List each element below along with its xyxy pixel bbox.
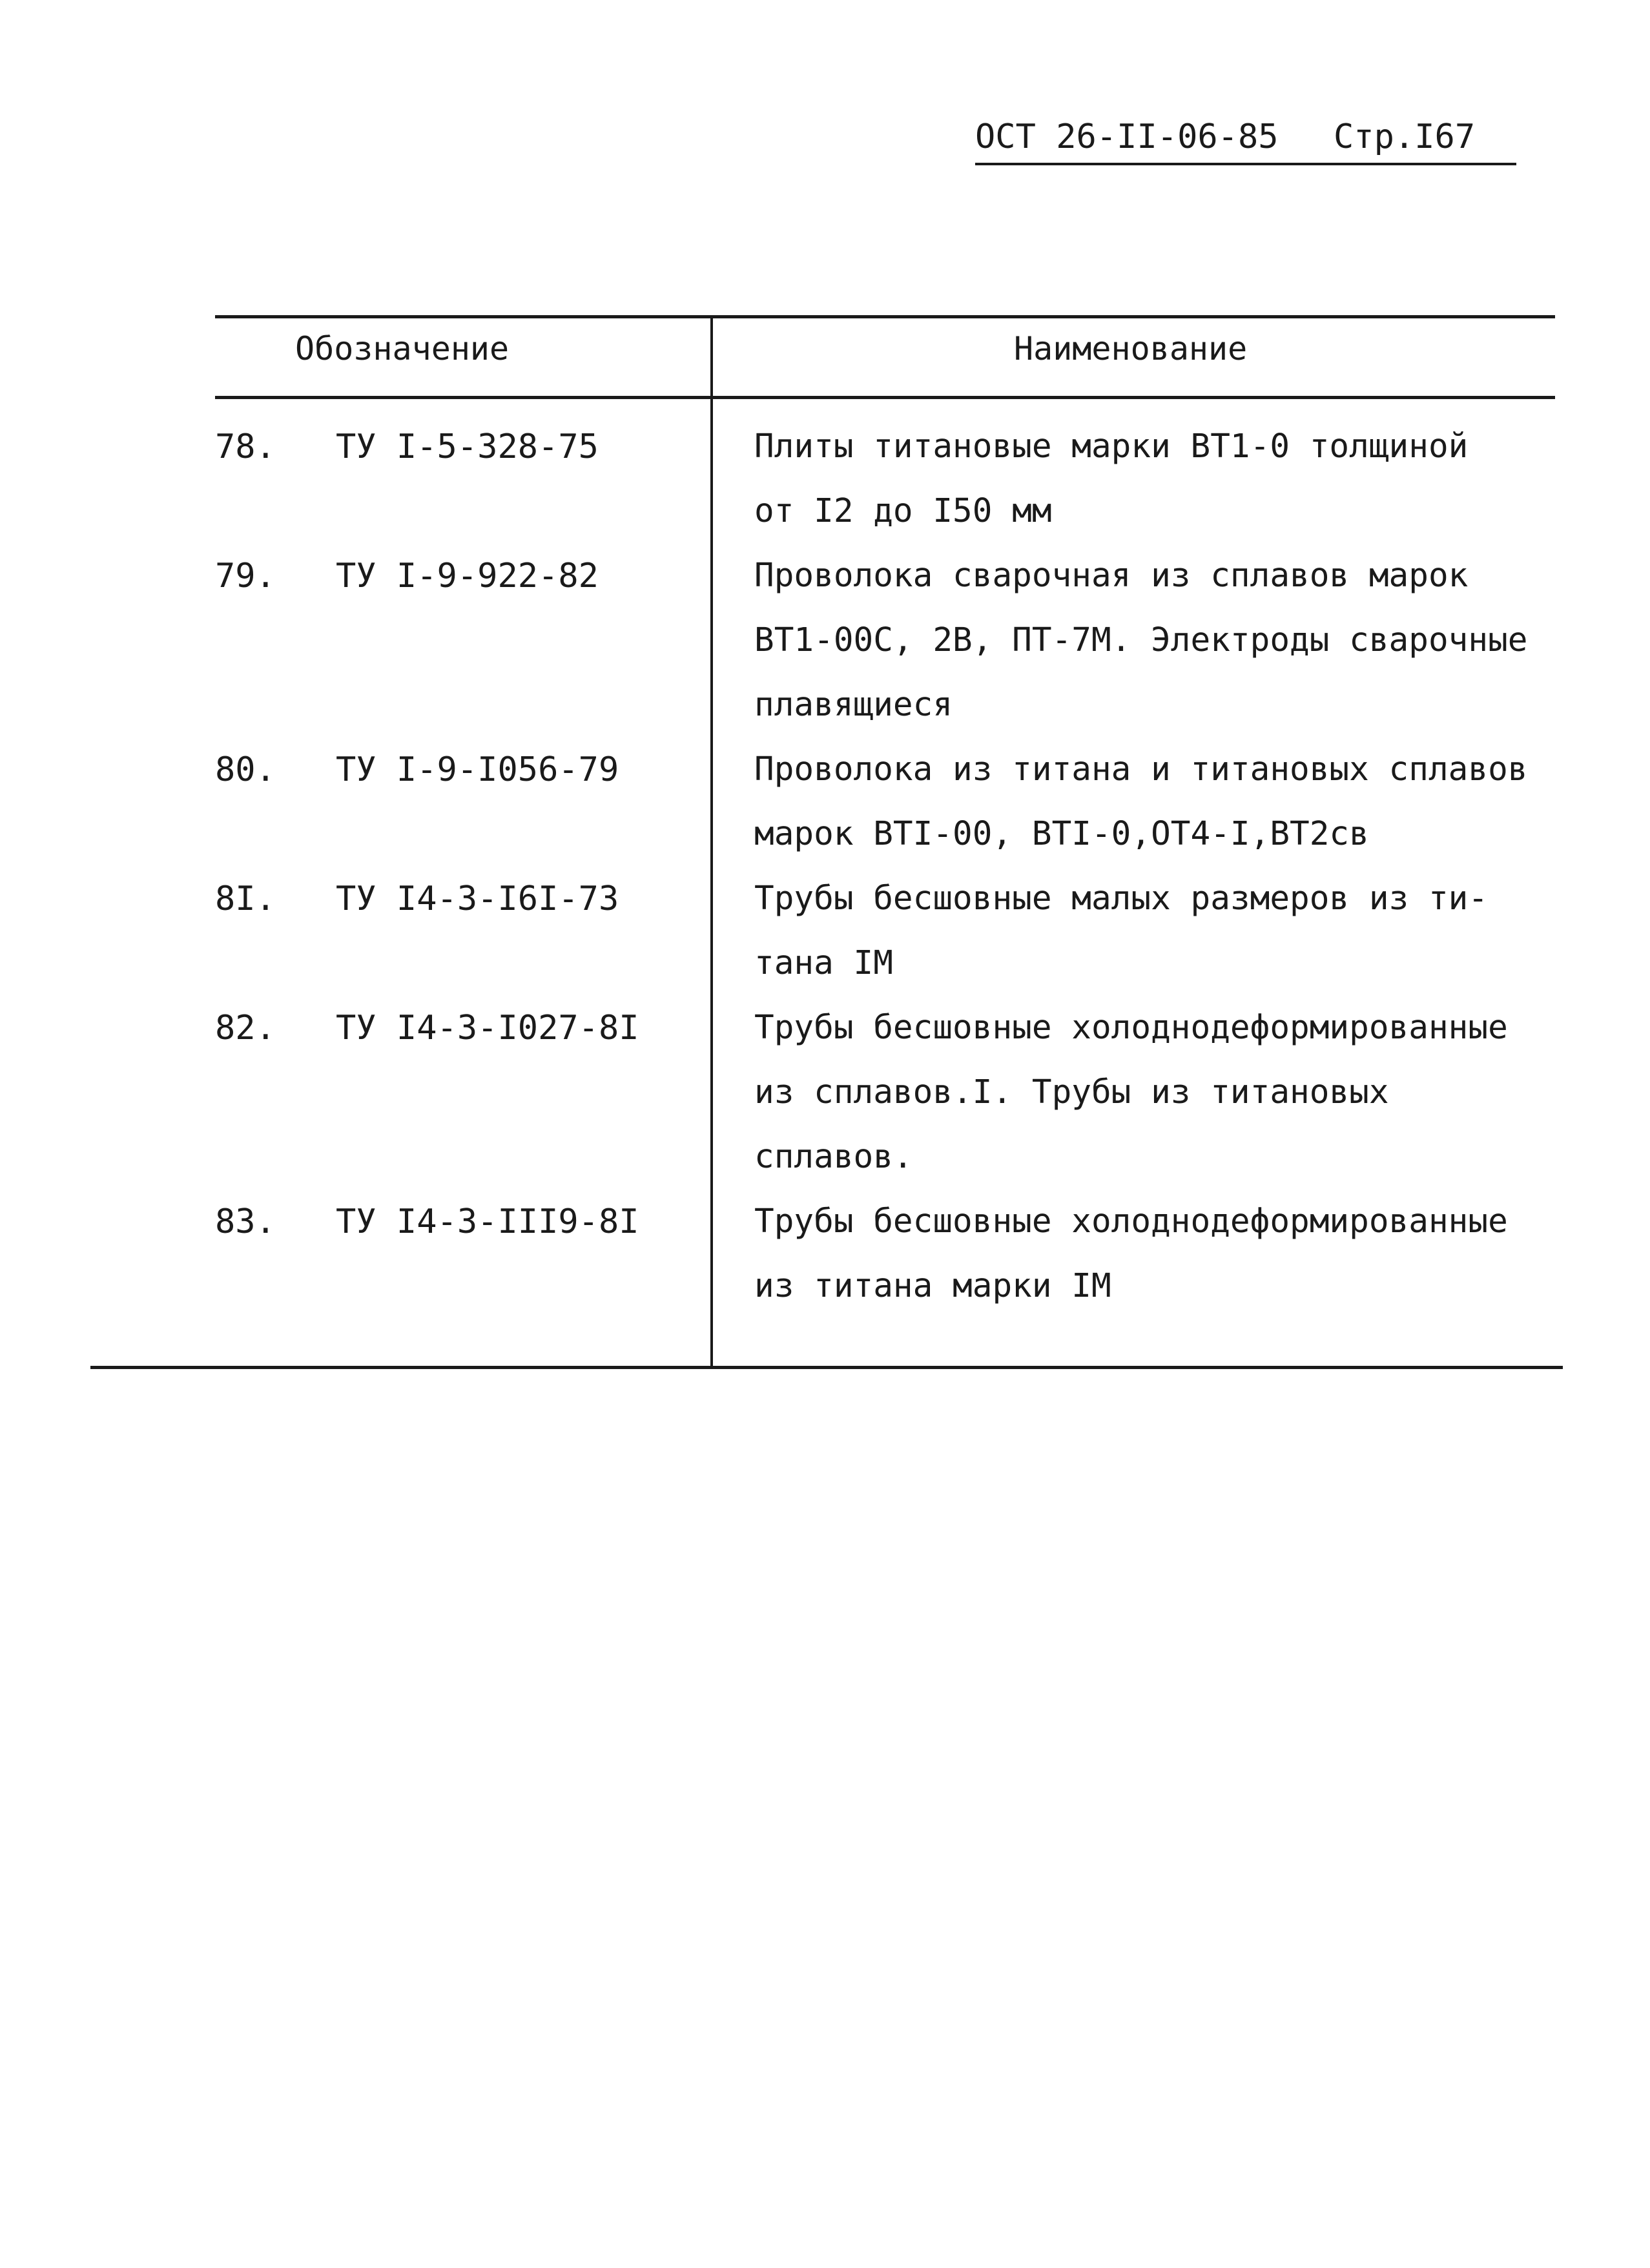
- row-number: 80.: [215, 750, 276, 789]
- row-designation: ТУ I4-3-III9-8I: [336, 1202, 639, 1241]
- row-number: 82.: [215, 1009, 276, 1047]
- page-header: [975, 111, 1516, 165]
- row-name-line: Проволока сварочная из сплавов марок: [754, 557, 1469, 595]
- row-name-line: Трубы бесшовные холоднодеформированные: [754, 1009, 1508, 1047]
- row-name: [754, 737, 1562, 867]
- row-name-line: из титана марки IМ: [754, 1267, 1111, 1305]
- row-name-line: Трубы бесшовные холоднодеформированные: [754, 1202, 1508, 1241]
- table-column-divider: [710, 315, 713, 1368]
- row-name: [754, 415, 1562, 544]
- row-name: [754, 996, 1562, 1190]
- row-name-line: сплавов.: [754, 1138, 913, 1176]
- row-name: [754, 1190, 1562, 1319]
- row-name: [754, 544, 1562, 737]
- table-top-rule: [215, 315, 1555, 318]
- row-number: 78.: [215, 428, 276, 466]
- row-designation: ТУ I4-3-I027-8I: [336, 1009, 639, 1047]
- row-designation: ТУ I-9-922-82: [336, 557, 599, 595]
- row-name: [754, 867, 1562, 996]
- row-name-line: ВТ1-00С, 2В, ПТ-7М. Электроды сварочные: [754, 621, 1528, 659]
- row-designation: ТУ I-9-I056-79: [336, 750, 619, 789]
- row-name-line: марок ВТI-00, ВТI-0,ОТ4-I,ВТ2св: [754, 815, 1369, 853]
- row-name-line: Проволока из титана и титановых сплавов: [754, 750, 1528, 789]
- row-designation: ТУ I4-3-I6I-73: [336, 880, 619, 918]
- row-name-line: Трубы бесшовные малых размеров из ти-: [754, 880, 1489, 918]
- row-name-line: Плиты титановые марки ВТ1-0 толщиной: [754, 428, 1469, 466]
- row-name-line: плавящиеся: [754, 686, 953, 724]
- row-number: 83.: [215, 1202, 276, 1241]
- page-number: Стр.I67: [1334, 118, 1476, 156]
- table-bottom-rule: [90, 1366, 1563, 1369]
- table-header-rule: [215, 396, 1555, 399]
- column-header-designation: Обозначение: [295, 330, 510, 367]
- column-header-name: Наименование: [1014, 330, 1248, 367]
- row-number: 79.: [215, 557, 276, 595]
- row-name-line: от I2 до I50 мм: [754, 492, 1052, 530]
- document-code: ОСТ 26-II-06-85: [975, 118, 1279, 156]
- row-designation: ТУ I-5-328-75: [336, 428, 599, 466]
- row-number: 8I.: [215, 880, 276, 918]
- row-name-line: тана IМ: [754, 944, 893, 982]
- row-name-line: из сплавов.I. Трубы из титановых: [754, 1073, 1389, 1111]
